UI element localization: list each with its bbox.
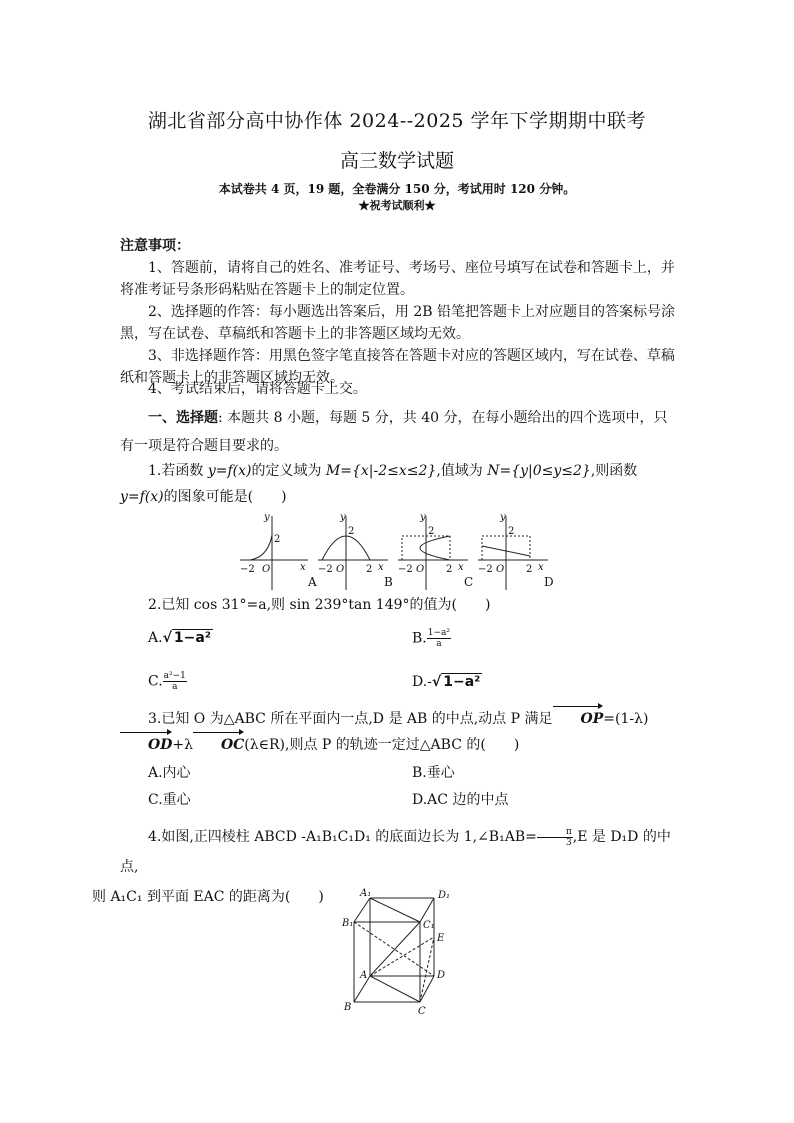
segment-ac1	[370, 922, 420, 976]
q1-text: 的图象可能是( )	[163, 489, 287, 505]
q3-option-d[interactable]: D.AC 边的中点	[412, 792, 509, 808]
edge-a1b1	[354, 898, 370, 922]
axis-label-y: y	[500, 512, 506, 523]
q1-text: ,值域为	[436, 463, 488, 479]
axis-label-y: y	[264, 512, 270, 523]
origin-label: O	[416, 564, 425, 575]
tick-label: 2	[526, 564, 533, 575]
axis-label-x: x	[378, 562, 384, 573]
exam-wish: ★祝考试顺利★	[358, 199, 436, 212]
graph-label-d: D	[544, 575, 554, 589]
q1-func: y=f(x)	[120, 489, 164, 505]
tick-label: −2	[398, 564, 413, 575]
tick-label: −2	[318, 564, 333, 575]
q3-text: 3.已知 O 为△ABC 所在平面内一点,D 是 AB 的中点,动点 P 满足	[148, 711, 553, 727]
axis-label-x: x	[300, 562, 306, 573]
segment-b1d	[354, 922, 434, 976]
radicand: 1−a²	[443, 674, 481, 690]
option-label: A.	[148, 630, 163, 646]
tick-label: 2	[508, 526, 515, 537]
exam-title: 湖北省部分高中协作体 2024--2025 学年下学期期中联考	[147, 110, 647, 132]
vector-op: OP	[553, 706, 604, 732]
numerator: a²−1	[163, 671, 186, 681]
graph-a	[240, 516, 308, 590]
axis-label-x: x	[538, 562, 544, 573]
q1-text: ,则函数	[590, 463, 638, 479]
vertex-b1: B₁	[342, 918, 354, 929]
exam-info: 本试卷共 4 页，19 题，全卷满分 150 分，考试用时 120 分钟。	[218, 182, 576, 196]
segment-ac	[370, 976, 420, 1002]
q1-text: 1.若函数	[148, 463, 208, 479]
note-3: 3、非选择题作答：用黑色签字笔直接答在答题卡对应的答题区域内，写在试卷、草稿纸和答题卡上的非答题区域均无效。	[120, 348, 675, 386]
option-label: C.	[148, 673, 163, 690]
origin-label: O	[262, 564, 271, 575]
option-label: B.	[412, 630, 427, 647]
vertex-c: C	[418, 1006, 426, 1017]
q3-text: +λ	[172, 737, 193, 753]
curve	[250, 535, 272, 560]
denominator: a	[172, 682, 178, 692]
sqrt-expression: √ 1−a²	[431, 674, 481, 690]
notes-heading: 注意事项：	[120, 238, 190, 254]
vertex-b: B	[344, 1002, 352, 1013]
fraction-pi-over-3	[537, 827, 573, 848]
q1-func: y=f(x)	[207, 463, 252, 479]
tick-label: 2	[366, 564, 373, 575]
vertex-d1: D₁	[438, 890, 451, 901]
sqrt-expression: √ 1−a²	[162, 630, 211, 646]
note-1: 1、答题前，请将自己的姓名、准考证号、考场号、座位号填写在试卷和答题卡上，并将准考证号条形码粘贴在答题卡上的制定位置。	[120, 260, 675, 298]
question-1-stem	[120, 458, 676, 510]
q2-option-d[interactable]	[412, 674, 482, 690]
q3-option-b[interactable]: B.垂心	[412, 765, 455, 781]
q4-text: ,E 是 D₁D 的中点,	[120, 829, 671, 875]
vertex-d: D	[437, 970, 446, 981]
q3-option-c[interactable]: C.重心	[148, 792, 191, 808]
segment-a1c1	[370, 898, 420, 922]
q1-domain: M={x|-2≤x≤2}	[325, 463, 437, 479]
segment-ae	[370, 937, 434, 976]
edge-d1c1	[420, 898, 434, 922]
question-1-graphs	[236, 510, 566, 592]
segment-ce	[420, 937, 434, 1002]
tick-label: 2	[428, 526, 435, 537]
q1-text: 的定义域为	[251, 463, 326, 479]
vertex-a: A	[360, 970, 368, 981]
prism-figure	[330, 884, 460, 1020]
axis-label-y: y	[420, 512, 426, 523]
q2-option-a[interactable]	[148, 630, 213, 646]
section-desc: : 本题共 8 小题，每题 5 分，共 40 分，在每小题给出的四个选项中，只有一项是符合题目要求的。	[120, 410, 668, 454]
graph-label-c: C	[464, 575, 474, 589]
edge-cd	[420, 976, 434, 1002]
vector-od: OD	[120, 732, 172, 758]
q3-text: (λ∈R),则点 P 的轨迹一定过△ABC 的( )	[244, 737, 520, 753]
graph-label-a: A	[308, 575, 317, 589]
origin-label: O	[336, 564, 345, 575]
numerator: 1−a²	[427, 628, 450, 638]
q4-text: 则 A₁C₁ 到平面 EAC 的距离为( )	[92, 889, 324, 905]
vertex-e: E	[437, 933, 445, 944]
option-label: D.-	[412, 674, 432, 690]
section-heading	[120, 404, 676, 460]
radicand: 1−a²	[173, 630, 211, 646]
fraction	[427, 628, 451, 649]
question-3-stem	[120, 706, 676, 758]
denominator: 3	[565, 837, 572, 848]
q1-range: N={y|0≤y≤2}	[487, 463, 591, 479]
exam-subtitle: 高三数学试题	[339, 150, 454, 172]
numerator: π	[537, 827, 573, 838]
section-title: 一、选择题	[148, 410, 218, 426]
tick-label: −2	[240, 564, 255, 575]
axis-label-y: y	[340, 512, 346, 523]
q3-text: =(1-λ)	[603, 711, 649, 727]
fraction	[163, 671, 187, 692]
axis-label-x: x	[458, 562, 464, 573]
denominator: a	[436, 639, 442, 649]
tick-label: −2	[478, 564, 493, 575]
tick-label: 2	[348, 526, 355, 537]
tick-label: 2	[274, 534, 281, 545]
vertex-a1: A₁	[360, 888, 372, 899]
q4-text: 4.如图,正四棱柱 ABCD -A₁B₁C₁D₁ 的底面边长为 1,∠B₁AB=	[148, 829, 537, 845]
question-2-stem: 2.已知 cos 31°=a,则 sin 239°tan 149°的值为( )	[148, 597, 491, 613]
graph-label-b: B	[384, 575, 393, 589]
note-2: 2、选择题的作答：每小题选出答案后，用 2B 铅笔把答题卡上对应题目的答案标号涂黑，写在试卷、草稿纸和答题卡上的非答题区域均无效。	[120, 304, 676, 342]
q2-option-b[interactable]	[412, 628, 451, 649]
q2-option-c[interactable]	[148, 671, 187, 692]
curve	[420, 536, 450, 560]
q3-option-a[interactable]: A.内心	[148, 765, 191, 781]
tick-label: 2	[446, 564, 453, 575]
note-4: 4、考试结束后，请将答题卡上交。	[148, 381, 367, 397]
origin-label: O	[496, 564, 505, 575]
vertex-c1: C₁	[423, 920, 435, 931]
vector-oc: OC	[193, 732, 244, 758]
